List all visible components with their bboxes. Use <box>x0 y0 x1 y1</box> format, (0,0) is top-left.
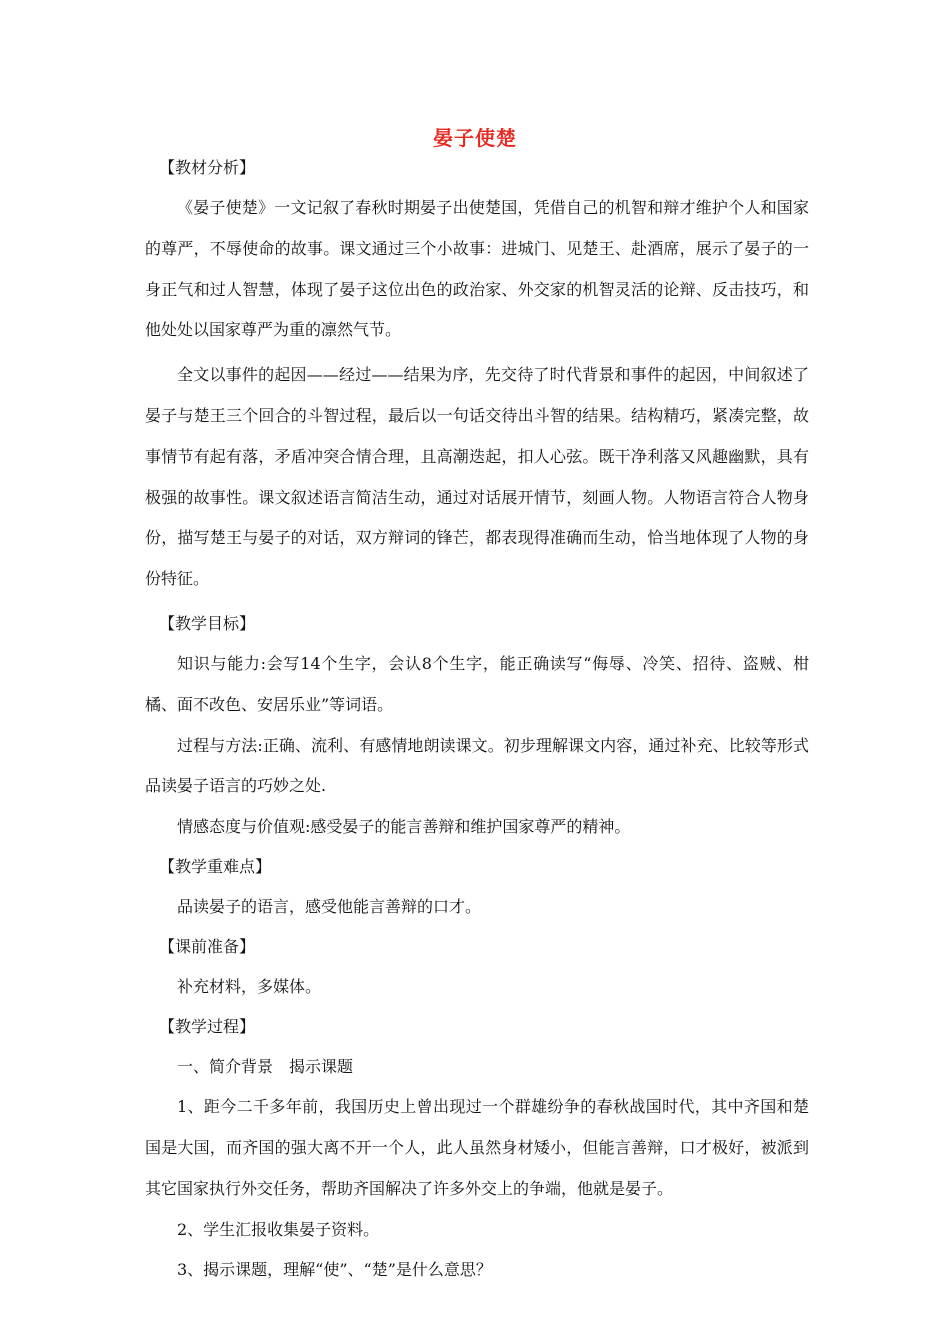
goal-emotion: 情感态度与价值观:感受晏子的能言善辩和维护国家尊严的精神。 <box>177 817 631 837</box>
process-item-3: 3、揭示课题，理解“使”、“楚”是什么意思？ <box>177 1259 492 1279</box>
heading-key-points: 【教学重难点】 <box>159 857 272 877</box>
heading-goals: 【教学目标】 <box>159 613 256 633</box>
heading-process: 【教学过程】 <box>159 1017 256 1037</box>
preparation-text: 补充材料，多媒体。 <box>177 977 322 997</box>
goal-knowledge: 知识与能力:会写14个生字，会认8个生字，能正确读写“侮辱、冷笑、招待、盗贼、柑橘、面不改色、安居乐业”等词语。 <box>145 653 809 714</box>
heading-analysis: 【教材分析】 <box>159 158 256 177</box>
analysis-paragraph-1: 《晏子使楚》一文记叙了春秋时期晏子出使楚国，凭借自己的机智和辩才维护个人和国家的尊严，不辱使命的故事。课文通过三个小故事：进城门、见楚王、赴酒席，展示了晏子的一身正气和过人智慧，体现了晏子这位出色的政治家、外交家的机智灵活的论辩、反击技巧，和他处处以国家尊严为重的凛然气节。 <box>145 198 809 340</box>
document-body <box>145 148 809 1290</box>
analysis-paragraph-2: 全文以事件的起因——经过——结果为序，先交待了时代背景和事件的起因，中间叙述了晏子与楚王三个回合的斗智过程，最后以一句话交待出斗智的结果。结构精巧，紧凑完整，故事情节有起有落，矛盾冲突合情合理，且高潮迭起，扣人心弦。既干净利落又风趣幽默，具有极强的故事性。课文叙述语言简洁生动，通过对话展开情节，刻画人物。人物语言符合人物身份，描写楚王与晏子的对话，双方辩词的锋芒，都表现得准确而生动，恰当地体现了人物的身份特征。 <box>145 365 809 589</box>
process-step-1: 一、简介背景 揭示课题 <box>177 1057 354 1077</box>
process-item-2: 2、学生汇报收集晏子资料。 <box>177 1219 380 1239</box>
goal-process: 过程与方法:正确、流利、有感情地朗读课文。初步理解课文内容，通过补充、比较等形式品读晏子语言的巧妙之处. <box>145 735 809 796</box>
key-points-text: 品读晏子的语言，感受他能言善辩的口才。 <box>177 897 482 917</box>
document-title: 晏子使楚 <box>433 126 517 150</box>
process-item-1: 1、距今二千多年前，我国历史上曾出现过一个群雄纷争的春秋战国时代，其中齐国和楚国是大国，而齐国的强大离不开一个人，此人虽然身材矮小，但能言善辩，口才极好，被派到其它国家执行外交任务，帮助齐国解决了许多外交上的争端，他就是晏子。 <box>145 1097 809 1198</box>
heading-preparation: 【课前准备】 <box>159 937 256 957</box>
